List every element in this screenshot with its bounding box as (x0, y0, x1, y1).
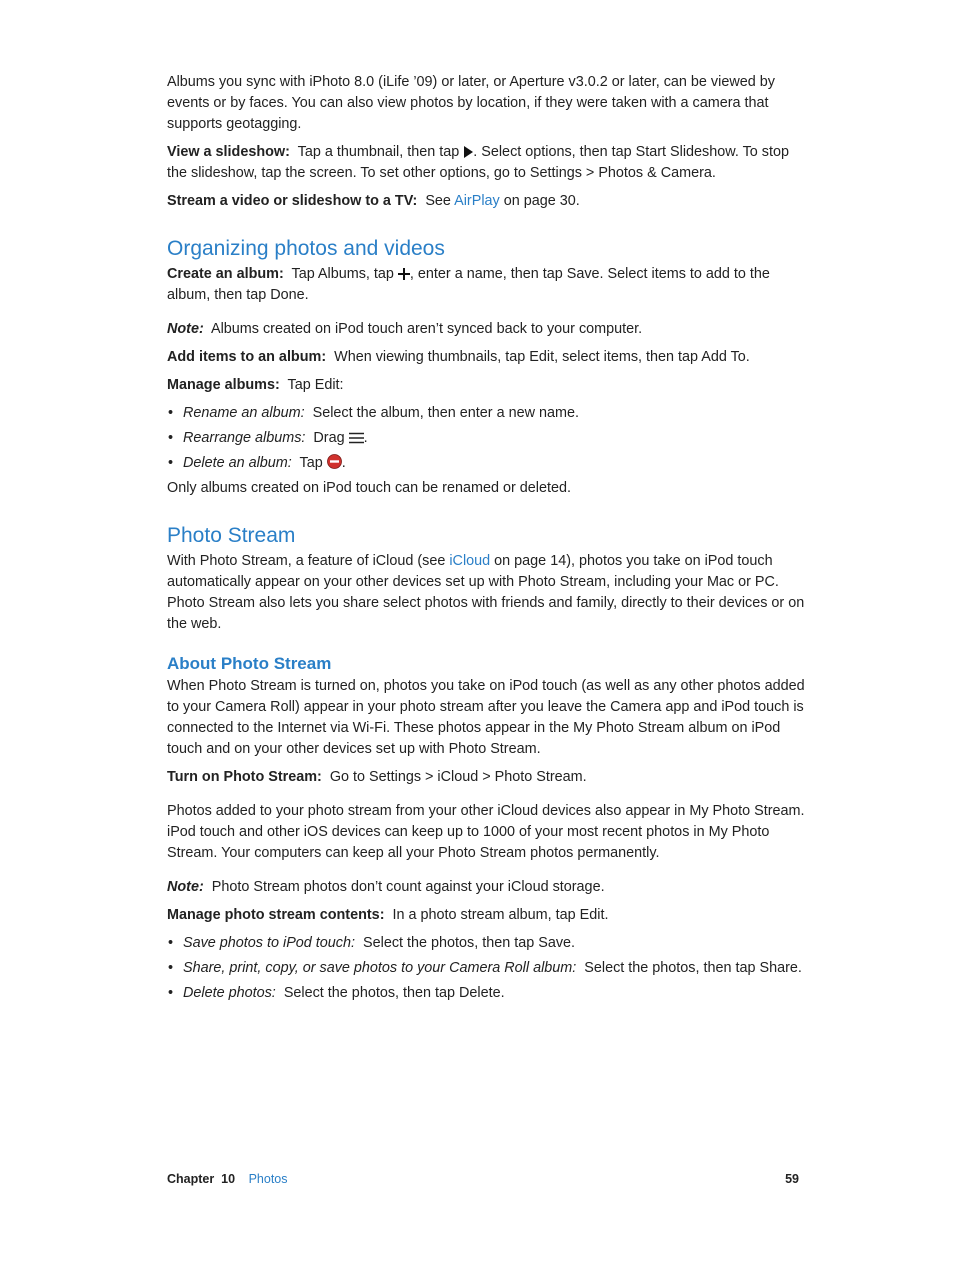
photo-stream-heading: Photo Stream (167, 524, 296, 547)
organizing-note: Note: Albums created on iPod touch aren’t synced back to your computer. (167, 321, 643, 337)
page-number: 59 (785, 1172, 799, 1186)
note-label: Note: (167, 879, 204, 895)
photos-added-paragraph: Photos added to your photo stream from your other iCloud devices also appear in My Photo Stream. iPod touch and other iOS devices can keep up to 1000 of your most recent photos in My Photo Stream. Your computers can keep all your Photo Stream photos permanently. (167, 803, 805, 861)
turn-on-lead: Turn on Photo Stream: (167, 769, 322, 785)
organizing-heading: Organizing photos and videos (167, 237, 445, 260)
footer-chapter: Chapter 10 (167, 1172, 236, 1186)
play-icon (463, 146, 473, 158)
about-photo-stream-paragraph: When Photo Stream is turned on, photos you take on iPod touch (as well as any other photos added to your Camera Roll) appear in your photo stream after you leave the Camera app and iPod touch is connected to the Internet via Wi-Fi. These photos appear in the My Photo Stream album on iPod touch and on your other devices set up with Photo Stream. (167, 678, 805, 757)
list-item: • Delete an album: Tap . (168, 455, 346, 471)
manage-stream-list (167, 933, 807, 1004)
delete-icon (327, 454, 342, 469)
plus-icon (398, 268, 410, 280)
add-items-paragraph: Add items to an album: When viewing thumbnails, tap Edit, select items, then tap Add To. (167, 349, 750, 365)
list-item: • Share, print, copy, or save photos to your Camera Roll album: Select the photos, then tap Share. (168, 960, 802, 976)
stream-tv-lead: Stream a video or slideshow to a TV: (167, 193, 418, 209)
about-photo-stream-heading: About Photo Stream (167, 654, 332, 673)
note-label: Note: (167, 321, 204, 337)
turn-on-paragraph: Turn on Photo Stream: Go to Settings > iCloud > Photo Stream. (167, 769, 587, 785)
manage-albums-lead: Manage albums: (167, 377, 280, 393)
airplay-link[interactable]: AirPlay (454, 193, 500, 209)
list-item: • Delete photos: Select the photos, then tap Delete. (168, 985, 505, 1001)
list-item: • Save photos to iPod touch: Select the photos, then tap Save. (168, 935, 576, 951)
manage-albums-list (167, 403, 807, 474)
create-album-paragraph: Create an album: Tap Albums, tap , enter a name, then tap Save. Select items to add to the album, then tap Done. (167, 266, 770, 303)
create-album-lead: Create an album: (167, 266, 284, 282)
page-footer (167, 1172, 799, 1186)
manage-stream-lead: Manage photo stream contents: (167, 907, 385, 923)
view-slideshow-lead: View a slideshow: (167, 144, 290, 160)
list-item: • Rearrange albums: Drag . (168, 430, 368, 446)
view-slideshow-paragraph: View a slideshow: Tap a thumbnail, then tap . Select options, then tap Start Slideshow. To stop the slideshow, tap the screen. To set other options, go to Settings > Photos & Camera. (167, 144, 789, 181)
reorder-handle-icon (349, 432, 364, 444)
manage-albums-paragraph: Manage albums: Tap Edit: (167, 377, 344, 393)
icloud-link[interactable]: iCloud (449, 553, 491, 569)
list-item: • Rename an album: Select the album, then enter a new name. (168, 405, 579, 421)
stream-tv-paragraph: Stream a video or slideshow to a TV: See AirPlay on page 30. (167, 193, 580, 209)
albums-sync-paragraph: Albums you sync with iPhoto 8.0 (iLife ’09) or later, or Aperture v3.0.2 or later, can be viewed by events or by faces. You can also view photos by location, if they were taken with a camera that supports geotagging. (167, 74, 775, 132)
manage-stream-paragraph: Manage photo stream contents: In a photo stream album, tap Edit. (167, 907, 609, 923)
page-content (167, 72, 807, 1008)
photo-stream-intro: With Photo Stream, a feature of iCloud (see iCloud on page 14), photos you take on iPod touch automatically appear on your other devices set up with Photo Stream, including your Mac or PC. Photo Stream also lets you share select photos with friends and family, directly to their devices or on the web. (167, 553, 805, 632)
footer-chapter-title: Photos (248, 1172, 288, 1186)
only-albums-paragraph: Only albums created on iPod touch can be renamed or deleted. (167, 480, 571, 496)
add-items-lead: Add items to an album: (167, 349, 327, 365)
photo-stream-note: Note: Photo Stream photos don’t count against your iCloud storage. (167, 879, 605, 895)
